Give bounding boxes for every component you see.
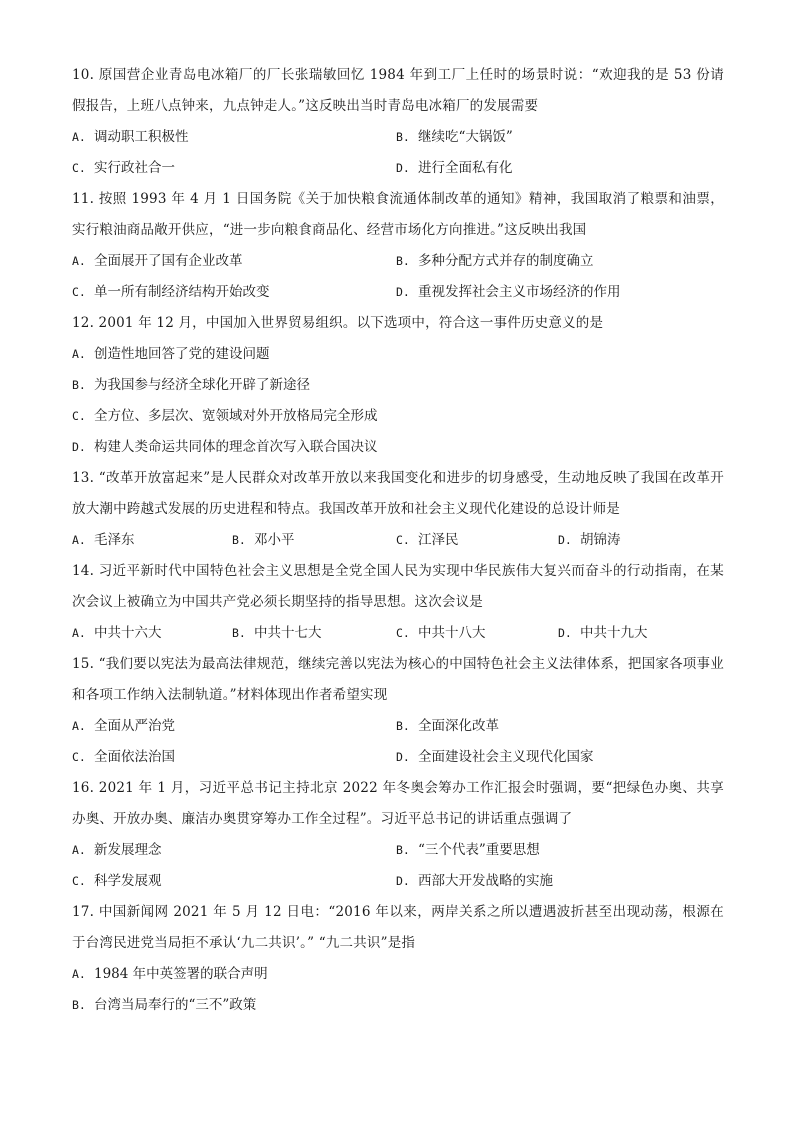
question-17 xyxy=(72,897,724,1021)
option-letter: A. xyxy=(72,347,86,361)
question-16 xyxy=(72,773,724,897)
option-text: 实行政社合一 xyxy=(94,160,175,176)
option-text: 邓小平 xyxy=(254,532,295,548)
option-text: 单一所有制经济结构开始改变 xyxy=(94,284,270,300)
option-letter: C. xyxy=(72,750,86,764)
option-c[interactable] xyxy=(396,618,558,649)
option-letter: A. xyxy=(72,533,86,547)
option-c[interactable] xyxy=(72,277,396,308)
question-stem: 10. 原国营企业青岛电冰箱厂的厂长张瑞敏回忆 1984 年到工厂上任时的场景时说：“欢迎我的是 53 份请假报告，上班八点钟来，九点钟走人。”这反映出当时青岛电冰箱厂的发展需要 xyxy=(72,67,724,114)
option-b[interactable] xyxy=(232,618,396,649)
option-d[interactable] xyxy=(396,153,724,184)
option-letter: A. xyxy=(72,130,86,144)
option-list xyxy=(72,525,724,556)
option-letter: B. xyxy=(232,626,246,640)
option-text: 中共十八大 xyxy=(418,625,486,641)
option-text: 科学发展观 xyxy=(94,873,162,889)
option-text: 西部大开发战略的实施 xyxy=(418,873,553,889)
option-letter: B. xyxy=(72,378,86,392)
option-b[interactable] xyxy=(396,711,724,742)
option-b[interactable] xyxy=(72,370,724,401)
option-b[interactable] xyxy=(396,246,724,277)
question-stem: 12. 2001 年 12 月，中国加入世界贸易组织。以下选项中，符合这一事件历史意义的是 xyxy=(72,315,604,331)
option-letter: A. xyxy=(72,843,86,857)
option-d[interactable] xyxy=(558,525,724,556)
option-text: 中共十六大 xyxy=(94,625,162,641)
option-a[interactable] xyxy=(72,959,724,990)
option-text: 构建人类命运共同体的理念首次写入联合国决议 xyxy=(94,439,378,455)
option-text: 新发展理念 xyxy=(94,842,162,858)
option-letter: D. xyxy=(558,626,572,640)
option-letter: C. xyxy=(72,409,86,423)
option-text: 全面深化改革 xyxy=(418,718,499,734)
option-letter: B. xyxy=(396,130,410,144)
option-d[interactable] xyxy=(396,742,724,773)
option-b[interactable] xyxy=(72,990,724,1021)
option-letter: A. xyxy=(72,626,86,640)
option-text: 调动职工积极性 xyxy=(94,129,189,145)
option-list xyxy=(72,246,724,308)
option-c[interactable] xyxy=(72,742,396,773)
option-list xyxy=(72,959,724,1021)
question-13 xyxy=(72,463,724,556)
option-list xyxy=(72,711,724,773)
option-letter: B. xyxy=(396,843,410,857)
option-d[interactable] xyxy=(396,866,724,897)
option-c[interactable] xyxy=(72,866,396,897)
option-letter: B. xyxy=(72,998,86,1012)
option-letter: C. xyxy=(72,285,86,299)
option-letter: C. xyxy=(396,626,410,640)
option-text: 全面展开了国有企业改革 xyxy=(94,253,243,269)
option-a[interactable] xyxy=(72,525,232,556)
option-a[interactable] xyxy=(72,618,232,649)
option-text: 1984 年中英签署的联合声明 xyxy=(94,966,268,982)
option-letter: C. xyxy=(396,533,410,547)
option-a[interactable] xyxy=(72,711,396,742)
question-stem: 16. 2021 年 1 月，习近平总书记主持北京 2022 年冬奥会筹办工作汇报会时强调，要“把绿色办奥、共享办奥、开放办奥、廉洁办奥贯穿筹办工作全过程”。习近平总书记的讲话重点强调了 xyxy=(72,780,724,827)
option-letter: B. xyxy=(232,533,246,547)
question-12 xyxy=(72,308,724,463)
question-15 xyxy=(72,649,724,773)
option-text: 全方位、多层次、宽领域对外开放格局完全形成 xyxy=(94,408,378,424)
option-text: 毛泽东 xyxy=(94,532,135,548)
option-text: 江泽民 xyxy=(418,532,459,548)
option-a[interactable] xyxy=(72,122,396,153)
option-text: 中共十九大 xyxy=(580,625,648,641)
option-text: 创造性地回答了党的建设问题 xyxy=(94,346,270,362)
option-text: 台湾当局奉行的“三不”政策 xyxy=(94,997,257,1013)
option-letter: D. xyxy=(396,285,410,299)
option-letter: A. xyxy=(72,967,86,981)
option-letter: D. xyxy=(72,440,86,454)
question-11 xyxy=(72,184,724,308)
question-stem: 13. “改革开放富起来”是人民群众对改革开放以来我国变化和进步的切身感受，生动地反映了我国在改革开放大潮中跨越式发展的历史进程和特点。我国改革开放和社会主义现代化建设的总设计师是 xyxy=(72,470,724,517)
option-text: 全面从严治党 xyxy=(94,718,175,734)
option-letter: B. xyxy=(396,719,410,733)
option-a[interactable] xyxy=(72,835,396,866)
option-text: 全面建设社会主义现代化国家 xyxy=(418,749,594,765)
option-letter: D. xyxy=(396,750,410,764)
option-text: 全面依法治国 xyxy=(94,749,175,765)
option-text: 重视发挥社会主义市场经济的作用 xyxy=(418,284,621,300)
option-list xyxy=(72,122,724,184)
option-b[interactable] xyxy=(396,122,724,153)
option-letter: B. xyxy=(396,254,410,268)
question-stem: 15. “我们要以宪法为最高法律规范，继续完善以宪法为核心的中国特色社会主义法律体系，把国家各项事业和各项工作纳入法制轨道。”材料体现出作者希望实现 xyxy=(72,656,724,703)
question-stem: 17. 中国新闻网 2021 年 5 月 12 日电：“2016 年以来，两岸关系之所以遭遇波折甚至出现动荡，根源在于台湾民进党当局拒不承认‘九二共识’。” “九二共识”是指 xyxy=(72,904,724,951)
question-14 xyxy=(72,556,724,649)
option-text: “三个代表”重要思想 xyxy=(418,842,540,858)
option-text: 中共十七大 xyxy=(254,625,322,641)
option-letter: D. xyxy=(558,533,572,547)
option-c[interactable] xyxy=(72,153,396,184)
question-stem: 11. 按照 1993 年 4 月 1 日国务院《关于加快粮食流通体制改革的通知》精神，我国取消了粮票和油票，实行粮油商品敞开供应，“进一步向粮食商品化、经营市场化方向推进。”这反映出我国 xyxy=(72,191,724,238)
option-letter: D. xyxy=(396,874,410,888)
option-list xyxy=(72,339,724,463)
exam-page xyxy=(72,60,724,1021)
option-text: 胡锦涛 xyxy=(580,532,621,548)
option-letter: A. xyxy=(72,254,86,268)
question-10 xyxy=(72,60,724,184)
option-list xyxy=(72,835,724,897)
option-d[interactable] xyxy=(72,432,724,463)
option-b[interactable] xyxy=(232,525,396,556)
option-letter: A. xyxy=(72,719,86,733)
option-c[interactable] xyxy=(72,401,724,432)
option-a[interactable] xyxy=(72,246,396,277)
option-letter: D. xyxy=(396,161,410,175)
option-text: 继续吃“大锅饭” xyxy=(418,129,513,145)
option-b[interactable] xyxy=(396,835,724,866)
option-letter: C. xyxy=(72,874,86,888)
option-letter: C. xyxy=(72,161,86,175)
option-a[interactable] xyxy=(72,339,724,370)
option-list xyxy=(72,618,724,649)
question-stem: 14. 习近平新时代中国特色社会主义思想是全党全国人民为实现中华民族伟大复兴而奋斗的行动指南，在某次会议上被确立为中国共产党必须长期坚持的指导思想。这次会议是 xyxy=(72,563,724,610)
option-text: 多种分配方式并存的制度确立 xyxy=(418,253,594,269)
option-text: 为我国参与经济全球化开辟了新途径 xyxy=(94,377,310,393)
option-d[interactable] xyxy=(558,618,724,649)
option-c[interactable] xyxy=(396,525,558,556)
option-text: 进行全面私有化 xyxy=(418,160,513,176)
option-d[interactable] xyxy=(396,277,724,308)
